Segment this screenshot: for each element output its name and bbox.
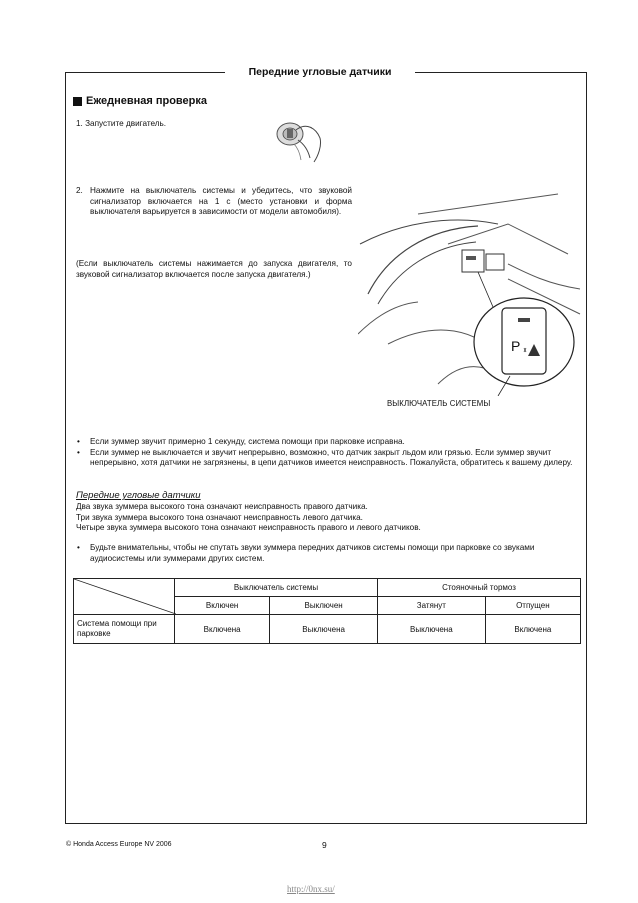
table-cell: Включена bbox=[175, 615, 270, 644]
section-heading-text: Ежедневная проверка bbox=[86, 95, 208, 107]
list-item: • Если зуммер не выключается и звучит непрерывно, возможно, что датчик закрыт льдом или грязью. Если зуммер звучит непрерывно, хотя датчики не загрязнены, в цепи датчиков имеется неисправность. Пожалуйста, обратитесь к вашему дилеру. bbox=[76, 448, 581, 469]
page-number: 9 bbox=[322, 840, 327, 850]
table-sub-header: Включен bbox=[175, 597, 270, 615]
switch-letter: P bbox=[511, 338, 521, 354]
step-2-text: Нажмите на выключатель системы и убедитесь, что звуковой сигнализатор включается на 1 с (место установки и форма выключателя варьируется в зависимости от модели автомобиля). bbox=[90, 186, 352, 216]
text-line: Два звука зуммера высокого тона означают неисправность правого датчика. bbox=[76, 502, 368, 511]
list-item: • Будьте внимательны, чтобы не спутать звуки зуммера передних датчиков системы помощи при парковке со звуками аудиосистемы или зуммерами других систем. bbox=[76, 543, 581, 564]
square-bullet-icon bbox=[73, 97, 82, 106]
text-line: Три звука зуммера высокого тона означают неисправность левого датчика. bbox=[76, 512, 363, 522]
dashboard-switch-illustration bbox=[358, 184, 582, 396]
table-sub-header: Затянут bbox=[377, 597, 485, 615]
corner-sensor-lines bbox=[76, 502, 581, 534]
table-row-label: Система помощи при парковке bbox=[74, 615, 175, 644]
table-group-header: Выключатель системы bbox=[175, 579, 378, 597]
section-heading bbox=[73, 95, 207, 107]
table-sub-header: Выключен bbox=[270, 597, 378, 615]
status-table bbox=[73, 578, 581, 644]
copyright: © Honda Access Europe NV 2006 bbox=[66, 841, 172, 848]
table-cell: Выключена bbox=[377, 615, 485, 644]
table-cell: Включена bbox=[485, 615, 580, 644]
step-1: 1. Запустите двигатель. bbox=[76, 119, 167, 128]
table-cell: Выключена bbox=[270, 615, 378, 644]
table-row bbox=[74, 615, 581, 644]
list-item: • Если зуммер звучит примерно 1 секунду, система помощи при парковке исправна. bbox=[76, 437, 581, 448]
watermark-link[interactable]: http://0nx.su/ bbox=[287, 884, 335, 894]
illustration-caption: ВЫКЛЮЧАТЕЛЬ СИСТЕМЫ bbox=[387, 399, 491, 408]
text-line: Четыре звука зуммера высокого тона означают неисправность правого и левого датчиков. bbox=[76, 523, 421, 532]
note-text: (Если выключатель системы нажимается до запуска двигателя, то звуковой сигнализатор включается после запуска двигателя.) bbox=[76, 259, 352, 279]
table-group-header: Стояночный тормоз bbox=[377, 579, 580, 597]
step-2 bbox=[76, 186, 352, 218]
table-sub-header: Отпущен bbox=[485, 597, 580, 615]
warning-list bbox=[76, 543, 581, 564]
ignition-key-illustration bbox=[268, 110, 328, 170]
bullet-list bbox=[76, 437, 581, 469]
table-corner-cell bbox=[74, 579, 175, 615]
step-2-number: 2. bbox=[76, 186, 83, 195]
page-title: Передние угловые датчики bbox=[225, 64, 415, 80]
subheading: Передние угловые датчики bbox=[76, 490, 201, 501]
